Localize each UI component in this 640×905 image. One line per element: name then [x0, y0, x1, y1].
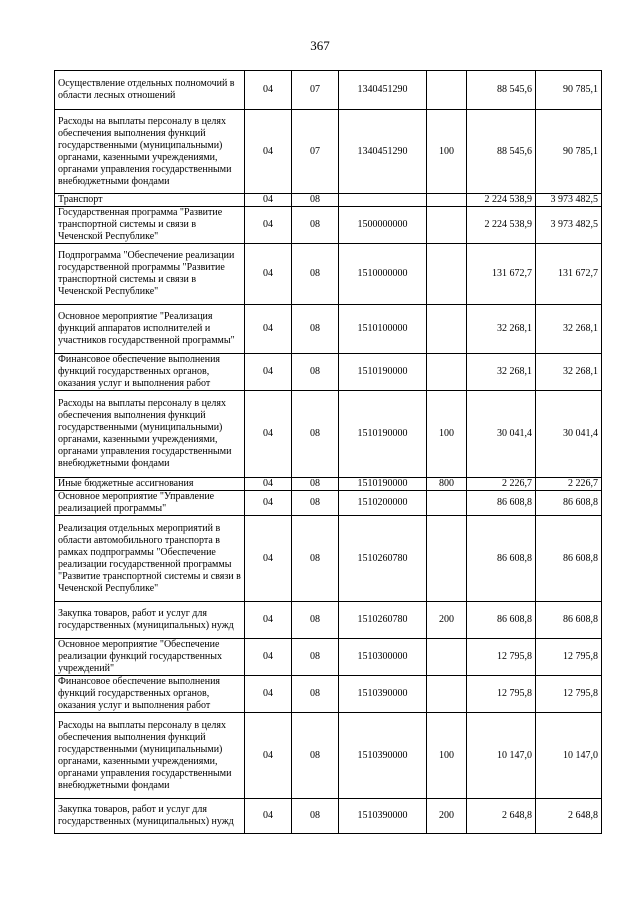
table-row — [55, 713, 602, 799]
cell-name: Осуществление отдельных полномочий в области лесных отношений — [55, 71, 245, 110]
cell-target-article: 1510390000 — [339, 713, 427, 799]
cell-name: Финансовое обеспечение выполнения функций государственных органов, оказания услуг и выполнения работ — [55, 676, 245, 713]
cell-name: Основное мероприятие "Управление реализацией программы" — [55, 491, 245, 516]
cell-amount-2: 10 147,0 — [536, 713, 602, 799]
cell-subsection: 08 — [292, 194, 339, 207]
cell-section: 04 — [245, 354, 292, 391]
cell-amount-1: 2 648,8 — [467, 799, 536, 834]
cell-expense-type — [427, 305, 467, 354]
cell-expense-type: 200 — [427, 799, 467, 834]
cell-section: 04 — [245, 305, 292, 354]
cell-section: 04 — [245, 207, 292, 244]
cell-section: 04 — [245, 713, 292, 799]
cell-amount-1: 32 268,1 — [467, 305, 536, 354]
cell-amount-1: 30 041,4 — [467, 391, 536, 478]
cell-subsection: 08 — [292, 207, 339, 244]
cell-subsection: 07 — [292, 110, 339, 194]
cell-section: 04 — [245, 244, 292, 305]
cell-amount-2: 12 795,8 — [536, 676, 602, 713]
cell-subsection: 08 — [292, 305, 339, 354]
budget-table-body — [55, 71, 602, 834]
cell-target-article: 1500000000 — [339, 207, 427, 244]
cell-section: 04 — [245, 194, 292, 207]
cell-name: Реализация отдельных мероприятий в области автомобильного транспорта в рамках подпрограммы "Обеспечение реализации государственной программы "Развитие транспортной системы и связи в Чеченской Республике" — [55, 516, 245, 602]
table-row — [55, 516, 602, 602]
cell-expense-type — [427, 354, 467, 391]
cell-target-article: 1340451290 — [339, 110, 427, 194]
cell-amount-2: 12 795,8 — [536, 639, 602, 676]
cell-target-article: 1510190000 — [339, 391, 427, 478]
cell-amount-2: 3 973 482,5 — [536, 207, 602, 244]
cell-subsection: 08 — [292, 244, 339, 305]
page-number: 367 — [310, 38, 330, 53]
cell-target-article: 1510260780 — [339, 516, 427, 602]
cell-name: Основное мероприятие "Реализация функций аппаратов исполнителей и участников государственной программы" — [55, 305, 245, 354]
table-row — [55, 110, 602, 194]
cell-name: Расходы на выплаты персоналу в целях обеспечения выполнения функций государственными (муниципальными) органами, казенными учреждениями, органами управления государственными внебюджетными фондами — [55, 713, 245, 799]
cell-name: Расходы на выплаты персоналу в целях обеспечения выполнения функций государственными (муниципальными) органами, казенными учреждениями, органами управления государственными внебюджетными фондами — [55, 391, 245, 478]
cell-amount-2: 2 226,7 — [536, 478, 602, 491]
cell-subsection: 08 — [292, 799, 339, 834]
cell-subsection: 08 — [292, 713, 339, 799]
cell-section: 04 — [245, 391, 292, 478]
cell-amount-1: 12 795,8 — [467, 639, 536, 676]
cell-target-article: 1510390000 — [339, 799, 427, 834]
cell-section: 04 — [245, 799, 292, 834]
cell-section: 04 — [245, 478, 292, 491]
cell-subsection: 08 — [292, 491, 339, 516]
table-row — [55, 799, 602, 834]
cell-amount-2: 86 608,8 — [536, 516, 602, 602]
cell-expense-type: 800 — [427, 478, 467, 491]
table-row — [55, 194, 602, 207]
cell-target-article: 1510300000 — [339, 639, 427, 676]
cell-name: Закупка товаров, работ и услуг для государственных (муниципальных) нужд — [55, 602, 245, 639]
cell-name: Государственная программа "Развитие транспортной системы и связи в Чеченской Республике" — [55, 207, 245, 244]
table-row — [55, 478, 602, 491]
cell-target-article: 1340451290 — [339, 71, 427, 110]
table-row — [55, 391, 602, 478]
cell-amount-1: 2 226,7 — [467, 478, 536, 491]
cell-amount-2: 32 268,1 — [536, 305, 602, 354]
cell-expense-type — [427, 207, 467, 244]
cell-expense-type: 100 — [427, 391, 467, 478]
cell-expense-type: 100 — [427, 110, 467, 194]
cell-target-article — [339, 194, 427, 207]
cell-subsection: 08 — [292, 639, 339, 676]
cell-amount-2: 90 785,1 — [536, 71, 602, 110]
cell-expense-type — [427, 491, 467, 516]
table-row — [55, 71, 602, 110]
cell-amount-2: 131 672,7 — [536, 244, 602, 305]
table-row — [55, 244, 602, 305]
table-row — [55, 305, 602, 354]
cell-expense-type: 200 — [427, 602, 467, 639]
cell-amount-2: 90 785,1 — [536, 110, 602, 194]
cell-section: 04 — [245, 71, 292, 110]
cell-subsection: 08 — [292, 516, 339, 602]
table-row — [55, 207, 602, 244]
cell-expense-type — [427, 516, 467, 602]
cell-target-article: 1510260780 — [339, 602, 427, 639]
cell-section: 04 — [245, 676, 292, 713]
cell-section: 04 — [245, 602, 292, 639]
cell-amount-1: 12 795,8 — [467, 676, 536, 713]
cell-target-article: 1510190000 — [339, 354, 427, 391]
table-row — [55, 491, 602, 516]
cell-amount-2: 32 268,1 — [536, 354, 602, 391]
budget-table — [54, 70, 602, 834]
cell-section: 04 — [245, 516, 292, 602]
cell-name: Иные бюджетные ассигнования — [55, 478, 245, 491]
cell-subsection: 08 — [292, 676, 339, 713]
cell-subsection: 08 — [292, 478, 339, 491]
cell-amount-1: 86 608,8 — [467, 516, 536, 602]
cell-name: Транспорт — [55, 194, 245, 207]
cell-amount-1: 88 545,6 — [467, 110, 536, 194]
cell-target-article: 1510190000 — [339, 478, 427, 491]
cell-section: 04 — [245, 110, 292, 194]
cell-name: Расходы на выплаты персоналу в целях обеспечения выполнения функций государственными (муниципальными) органами, казенными учреждениями, органами управления государственными внебюджетными фондами — [55, 110, 245, 194]
cell-amount-2: 86 608,8 — [536, 491, 602, 516]
cell-expense-type: 100 — [427, 713, 467, 799]
cell-amount-1: 2 224 538,9 — [467, 207, 536, 244]
cell-amount-2: 86 608,8 — [536, 602, 602, 639]
cell-amount-1: 131 672,7 — [467, 244, 536, 305]
cell-target-article: 1510000000 — [339, 244, 427, 305]
cell-amount-1: 32 268,1 — [467, 354, 536, 391]
cell-amount-1: 86 608,8 — [467, 491, 536, 516]
cell-expense-type — [427, 676, 467, 713]
table-row — [55, 354, 602, 391]
cell-expense-type — [427, 639, 467, 676]
cell-target-article: 1510390000 — [339, 676, 427, 713]
cell-section: 04 — [245, 491, 292, 516]
cell-subsection: 08 — [292, 391, 339, 478]
cell-amount-2: 3 973 482,5 — [536, 194, 602, 207]
cell-expense-type — [427, 194, 467, 207]
table-row — [55, 676, 602, 713]
cell-amount-2: 2 648,8 — [536, 799, 602, 834]
cell-subsection: 08 — [292, 354, 339, 391]
cell-amount-1: 86 608,8 — [467, 602, 536, 639]
cell-amount-1: 88 545,6 — [467, 71, 536, 110]
cell-target-article: 1510100000 — [339, 305, 427, 354]
cell-name: Основное мероприятие "Обеспечение реализации функций государственных учреждений" — [55, 639, 245, 676]
cell-expense-type — [427, 71, 467, 110]
cell-name: Финансовое обеспечение выполнения функций государственных органов, оказания услуг и выполнения работ — [55, 354, 245, 391]
cell-subsection: 07 — [292, 71, 339, 110]
cell-amount-2: 30 041,4 — [536, 391, 602, 478]
cell-subsection: 08 — [292, 602, 339, 639]
table-row — [55, 639, 602, 676]
cell-name: Закупка товаров, работ и услуг для государственных (муниципальных) нужд — [55, 799, 245, 834]
cell-amount-1: 10 147,0 — [467, 713, 536, 799]
table-row — [55, 602, 602, 639]
cell-name: Подпрограмма "Обеспечение реализации государственной программы "Развитие транспортной системы и связи в Чеченской Республике" — [55, 244, 245, 305]
cell-amount-1: 2 224 538,9 — [467, 194, 536, 207]
cell-section: 04 — [245, 639, 292, 676]
cell-expense-type — [427, 244, 467, 305]
cell-target-article: 1510200000 — [339, 491, 427, 516]
